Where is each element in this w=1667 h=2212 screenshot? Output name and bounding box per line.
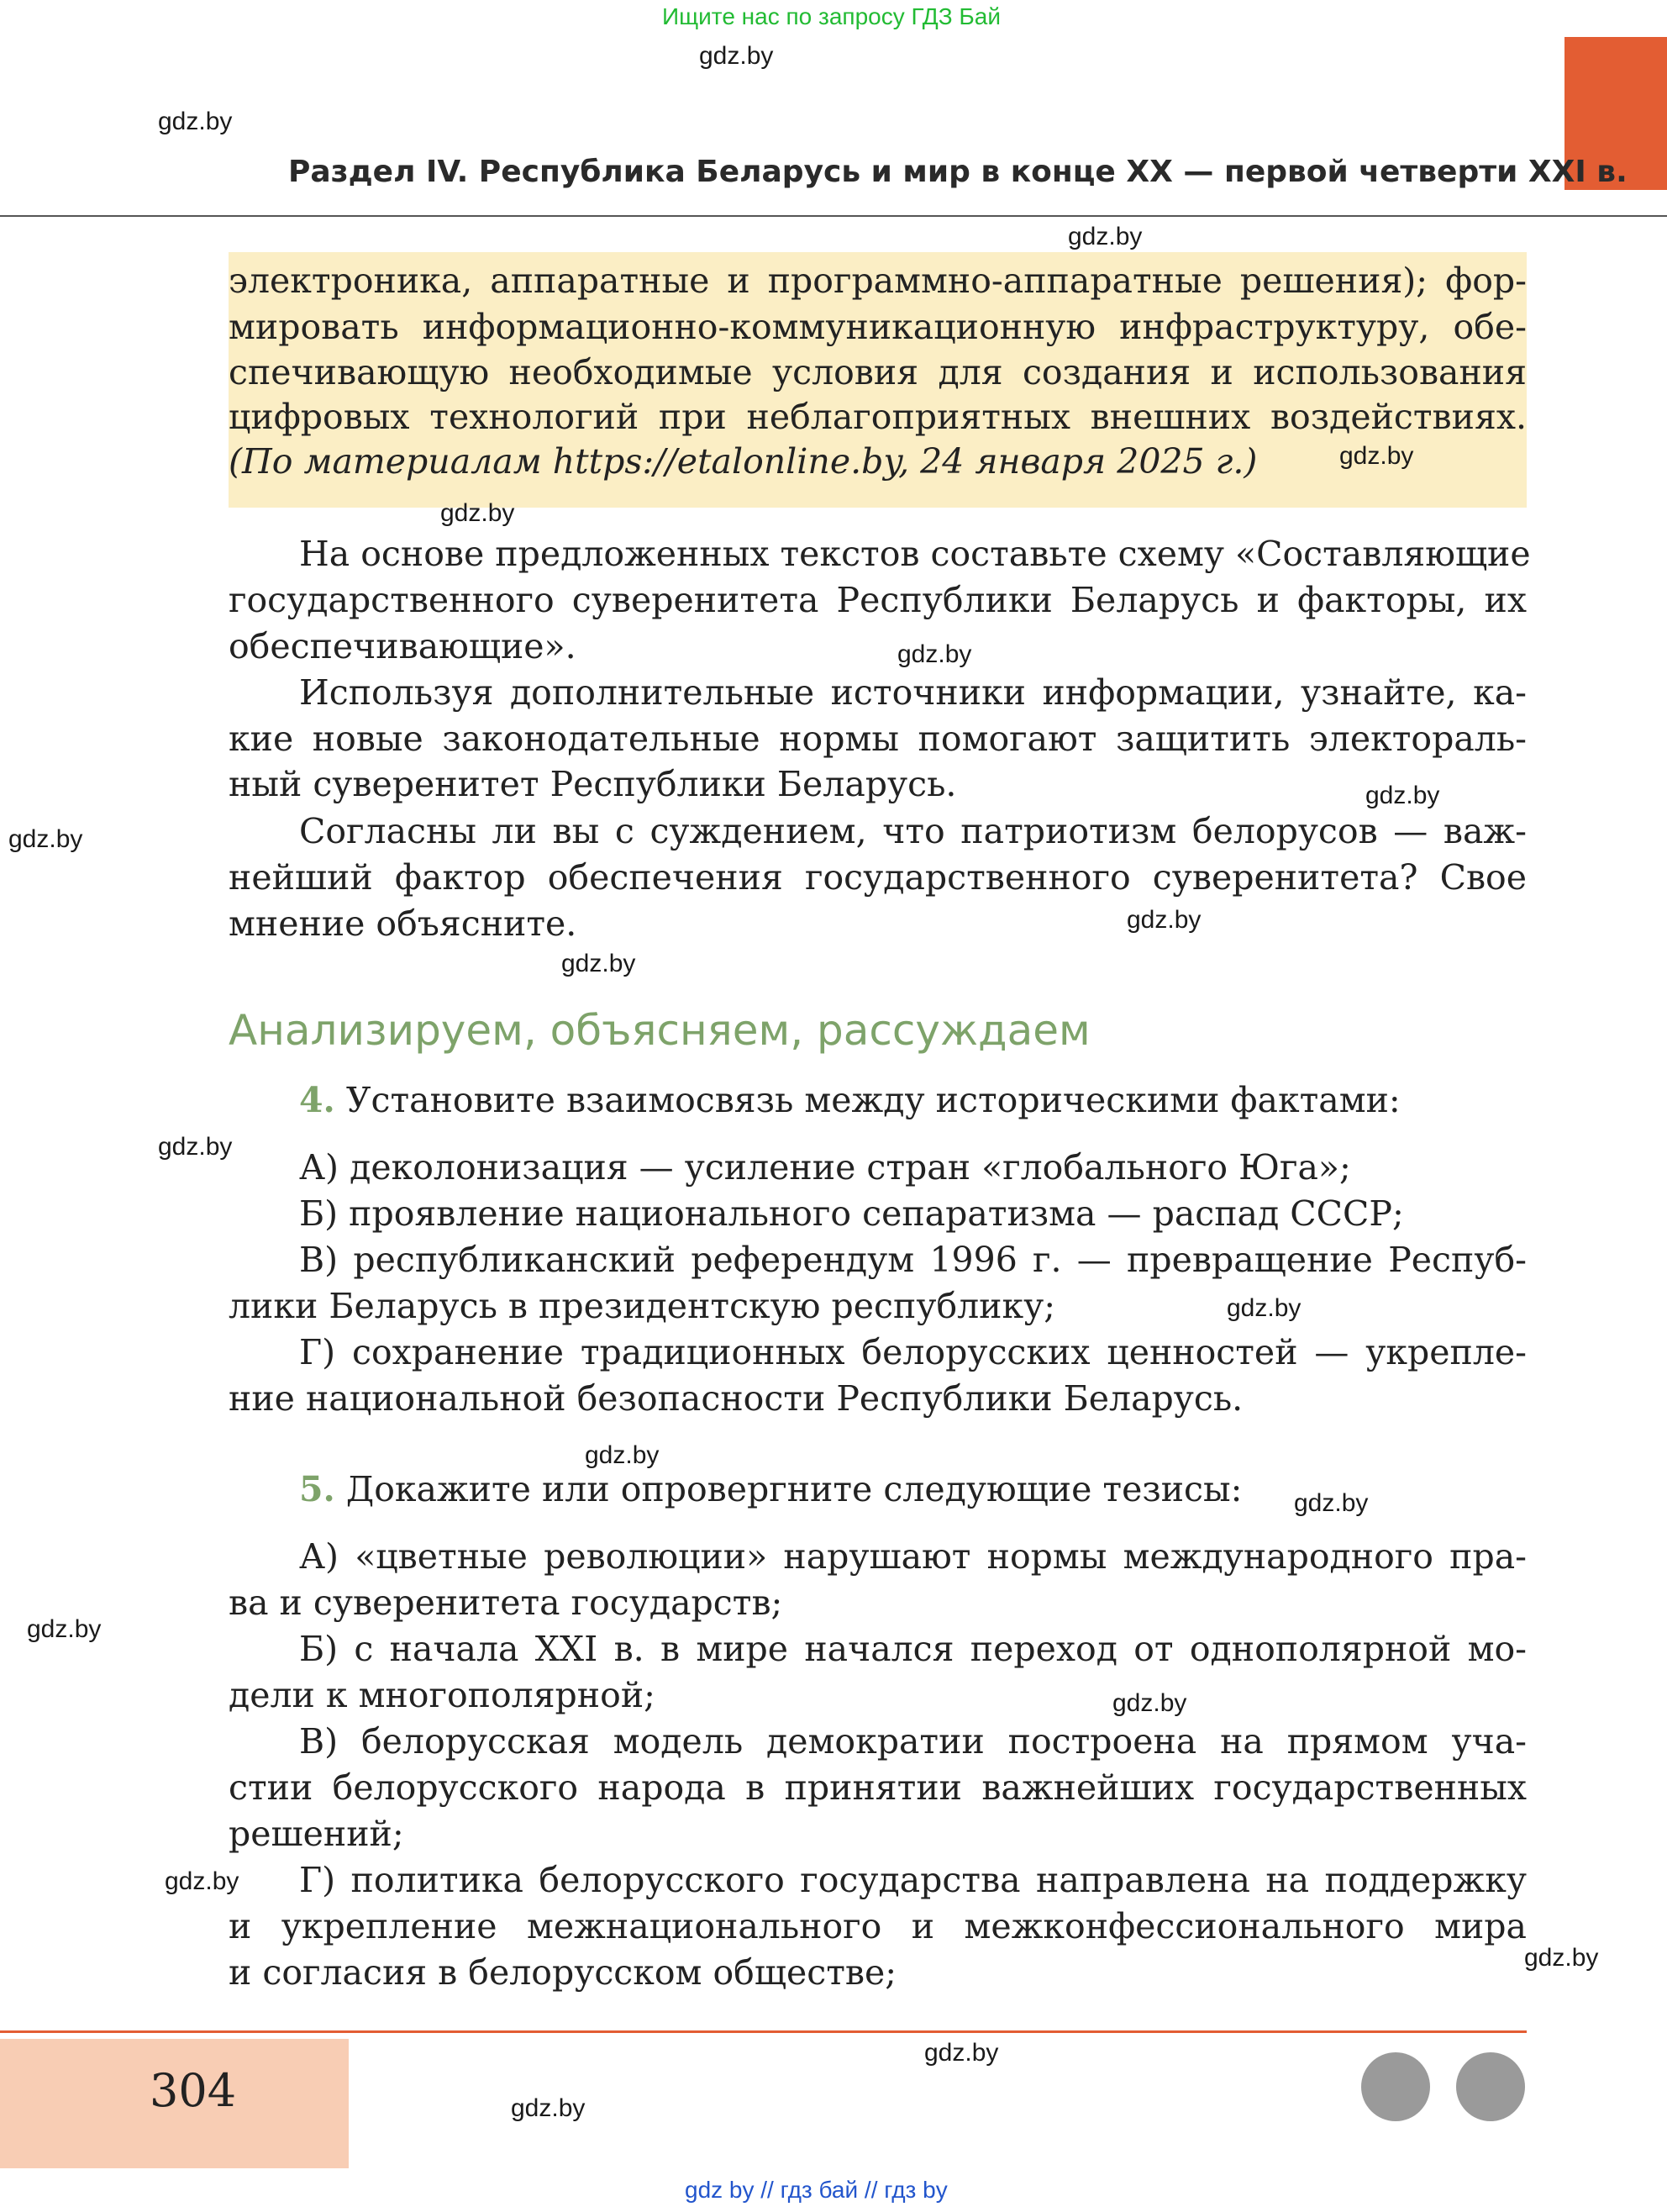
watermark: gdz.by (27, 1615, 102, 1643)
task-p1-line: На основе предложенных текстов составьте схему «Составляющие (299, 534, 1531, 574)
q5-item-a-line: А) «цветные революции» нарушают нормы международного пра- (299, 1536, 1527, 1577)
watermark: gdz.by (1294, 1489, 1369, 1517)
watermark: gdz.by (158, 108, 233, 135)
q5-item-b-line: Б) с начала XXI в. в мире начался переход от однополярной мо- (299, 1629, 1527, 1669)
watermark: gdz.by (511, 2094, 586, 2122)
q5-item-d-line: и согласия в белорусском обществе; (229, 1952, 897, 1993)
q5-item-d-line: Г) политика белорусского государства направлена на поддержку (299, 1860, 1527, 1900)
task-p1-line: обеспечивающие». (229, 626, 576, 666)
quote-line: спечивающую необходимые условия для создания и использования (229, 352, 1527, 392)
q4-item-b: Б) проявление национального сепаратизма — распад СССР; (299, 1193, 1404, 1234)
task-p2-line: ный суверенитет Республики Беларусь. (229, 764, 957, 804)
watermark: gdz.by (1068, 223, 1143, 250)
q4-item-a: А) деколонизация — усиление стран «глобального Юга»; (299, 1147, 1351, 1188)
quote-source: (По материалам https://etalonline.by, 24 января 2025 г.) (229, 441, 1258, 482)
question-number: 4. (299, 1080, 335, 1120)
q4-item-c-line: лики Беларусь в президентскую республику; (229, 1286, 1056, 1326)
q5-item-c-line: стии белорусского народа в принятии важнейших государственных (229, 1767, 1527, 1808)
section-heading: Анализируем, объясняем, рассуждаем (229, 1006, 1091, 1055)
watermark: gdz.by (1127, 906, 1202, 934)
circle-icon (1456, 2052, 1525, 2121)
watermark: gdz.by (1227, 1294, 1302, 1322)
q5-item-b-line: дели к многополярной; (229, 1675, 655, 1715)
quote-line: мировать информационно-коммуникационную инфраструктуру, обе- (229, 307, 1527, 347)
question-number: 5. (299, 1469, 335, 1509)
watermark: gdz.by (165, 1867, 239, 1895)
q4-item-d-line: Г) сохранение традиционных белорусских ценностей — укрепле- (299, 1332, 1527, 1372)
watermark: gdz.by (561, 950, 636, 977)
watermark: gdz.by (8, 825, 83, 853)
q5-item-c-line: решений; (229, 1814, 404, 1854)
q5-item-c-line: В) белорусская модель демократии построена на прямом уча- (299, 1721, 1527, 1762)
watermark: gdz.by (158, 1133, 233, 1161)
task-p3-line: мнение объясните. (229, 903, 577, 944)
watermark: gdz.by (1524, 1944, 1599, 1972)
q5-item-d-line: и укрепление межнационального и межконфессионального мира (229, 1906, 1527, 1946)
question-4 (299, 1077, 1401, 1124)
watermark: gdz.by (440, 499, 515, 527)
question-text: Установите взаимосвязь между историческими фактами: (345, 1080, 1401, 1120)
watermark: gdz.by (1365, 782, 1440, 809)
question-5 (299, 1467, 1242, 1513)
watermark: gdz.by (699, 42, 774, 70)
task-p3-line: нейший фактор обеспечения государственного суверенитета? Свое (229, 857, 1527, 898)
top-banner: Ищите нас по запросу ГДЗ Бай (662, 3, 1002, 29)
task-p2-line: кие новые законодательные нормы помогают защитить электораль- (229, 719, 1527, 759)
task-p2-line: Используя дополнительные источники информации, узнайте, ка- (299, 672, 1527, 713)
task-p1-line: государственного суверенитета Республики Беларусь и факторы, их (229, 580, 1527, 620)
footer-rule (0, 2030, 1527, 2033)
task-p3-line: Согласны ли вы с суждением, что патриотизм белорусов — важ- (299, 811, 1527, 851)
watermark: gdz.by (897, 640, 972, 668)
circle-icon (1361, 2052, 1430, 2121)
page-number: 304 (150, 2064, 237, 2117)
watermark: gdz.by (1339, 442, 1414, 470)
watermark: gdz.by (1112, 1689, 1187, 1717)
running-header-title: Раздел IV. Республика Беларусь и мир в конце XX — первой четверти XXI в. (288, 155, 1628, 189)
footer-links: gdz by // гдз бай // гдз by (685, 2177, 948, 2203)
watermark: gdz.by (924, 2039, 999, 2067)
question-text: Докажите или опровергните следующие тезисы: (345, 1469, 1243, 1509)
q4-item-c-line: В) республиканский референдум 1996 г. — превращение Респуб- (299, 1240, 1527, 1280)
q4-item-d-line: ние национальной безопасности Республики Беларусь. (229, 1378, 1244, 1419)
header-rule (0, 215, 1667, 217)
watermark: gdz.by (585, 1441, 660, 1469)
quote-line: цифровых технологий при неблагоприятных внешних воздействиях. (229, 397, 1527, 437)
q5-item-a-line: ва и суверенитета государств; (229, 1583, 783, 1623)
quote-line: электроника, аппаратные и программно-аппаратные решения); фор- (229, 261, 1527, 301)
